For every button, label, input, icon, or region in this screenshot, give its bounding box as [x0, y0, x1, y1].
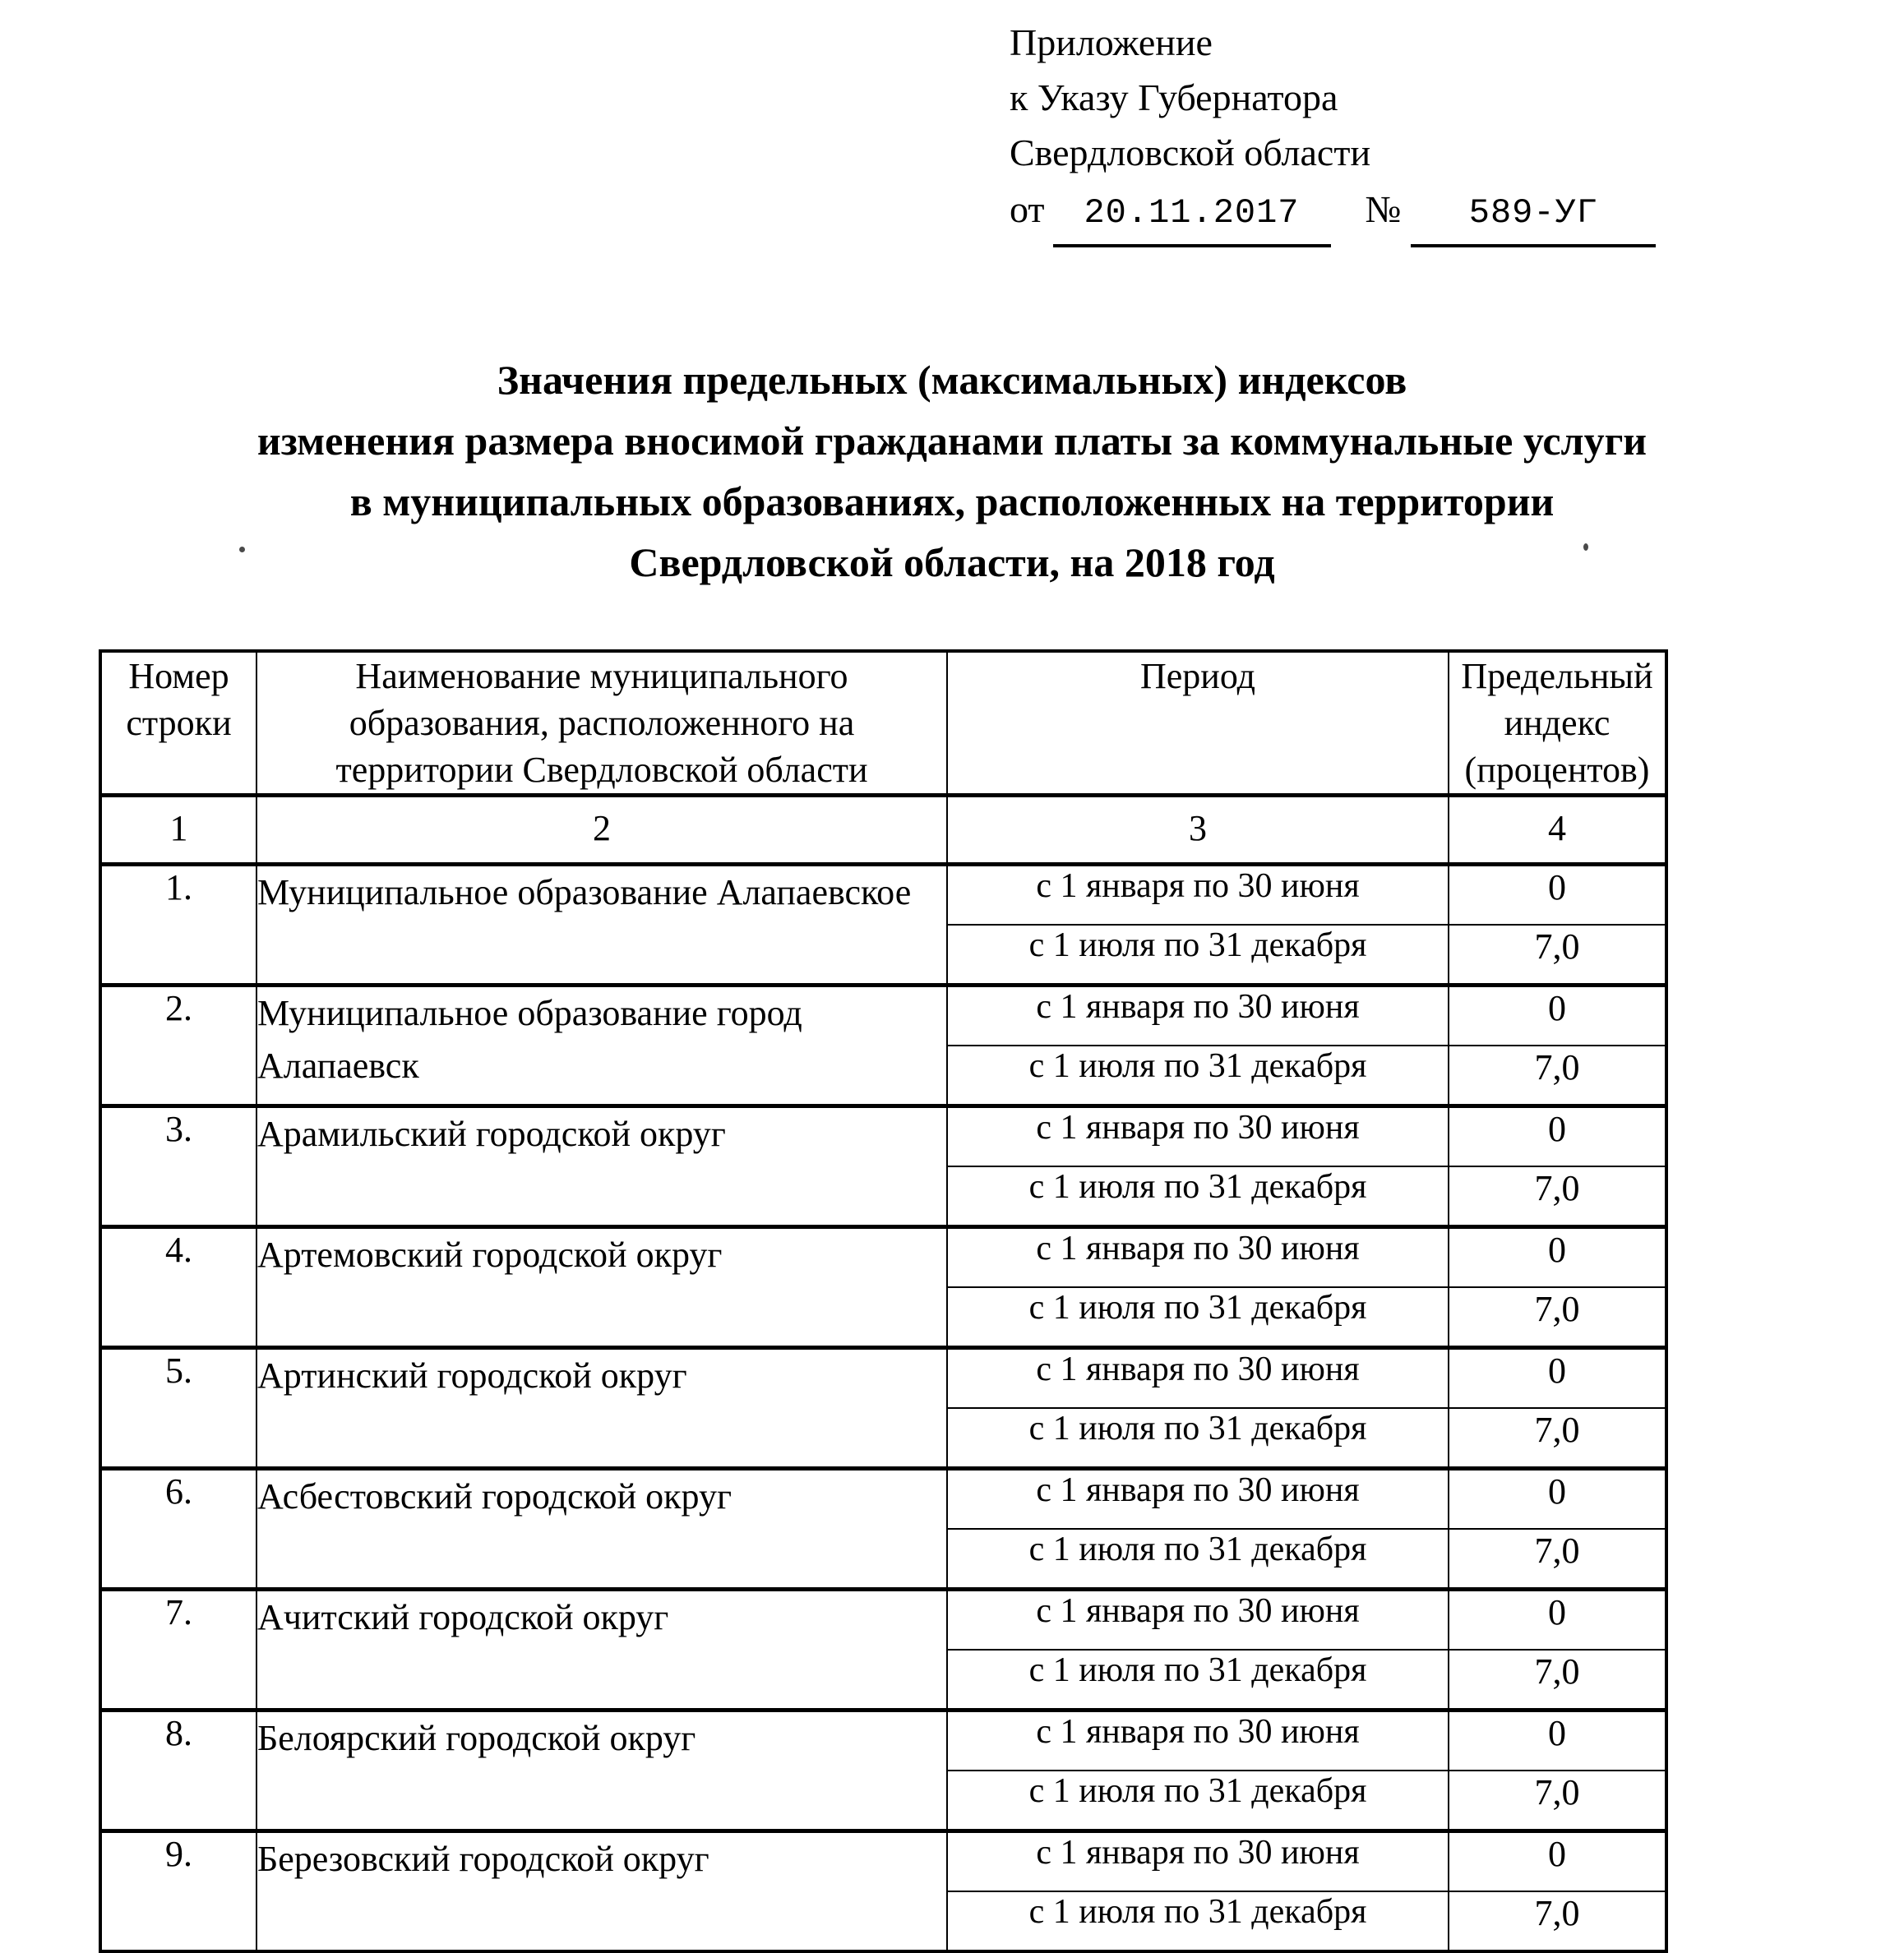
period-first-half: с 1 января по 30 июня	[947, 1227, 1449, 1288]
index-value-second-half: 7,0	[1449, 1771, 1666, 1831]
table-row	[100, 1590, 1666, 1651]
index-value-first-half: 0	[1449, 986, 1666, 1046]
period-second-half: с 1 июля по 31 декабря	[947, 1166, 1449, 1227]
column-number-3: 3	[947, 796, 1449, 865]
index-value-second-half: 7,0	[1449, 1287, 1666, 1348]
municipality-name: Артинский городской округ	[256, 1348, 947, 1469]
period-first-half: с 1 января по 30 июня	[947, 1711, 1449, 1771]
table-row	[100, 1106, 1666, 1167]
row-number: 6.	[100, 1469, 256, 1590]
municipality-name: Муниципальное образование город Алапаевск	[256, 986, 947, 1106]
index-value-first-half: 0	[1449, 1590, 1666, 1651]
title-line-4: Свердловской области, на 2018 год	[629, 539, 1275, 585]
municipality-name: Артемовский городской округ	[256, 1227, 947, 1348]
row-number: 3.	[100, 1106, 256, 1227]
region-line: Свердловской области	[1010, 132, 1371, 173]
period-first-half: с 1 января по 30 июня	[947, 1469, 1449, 1530]
document-header-block	[1010, 15, 1881, 247]
table-row	[100, 986, 1666, 1046]
municipality-name: Березовский городской округ	[256, 1831, 947, 1952]
index-value-second-half: 7,0	[1449, 925, 1666, 986]
row-number: 4.	[100, 1227, 256, 1348]
index-value-second-half: 7,0	[1449, 1891, 1666, 1951]
row-number: 2.	[100, 986, 256, 1106]
index-value-second-half: 7,0	[1449, 1529, 1666, 1590]
period-second-half: с 1 июля по 31 декабря	[947, 1046, 1449, 1106]
table-head	[100, 651, 1666, 865]
index-value-second-half: 7,0	[1449, 1408, 1666, 1469]
header-period: Период	[947, 651, 1449, 796]
title-line-2: изменения размера вносимой гражданами платы за коммунальные услуги	[256, 418, 1648, 464]
column-number-1: 1	[100, 796, 256, 865]
row-number: 5.	[100, 1348, 256, 1469]
indices-table-container	[99, 649, 1665, 1953]
scan-artifact-speck	[1583, 543, 1588, 551]
table-row	[100, 865, 1666, 926]
header-row-number: Номер строки	[100, 651, 256, 796]
number-label: №	[1365, 188, 1402, 230]
period-second-half: с 1 июля по 31 декабря	[947, 1287, 1449, 1348]
title-line-1: Значения предельных (максимальных) индексов	[497, 357, 1407, 403]
index-value-first-half: 0	[1449, 865, 1666, 926]
period-first-half: с 1 января по 30 июня	[947, 986, 1449, 1046]
column-number-row	[100, 796, 1666, 865]
header-limit-index: Предельный индекс (процентов)	[1449, 651, 1666, 796]
period-first-half: с 1 января по 30 июня	[947, 865, 1449, 926]
municipality-name: Арамильский городской округ	[256, 1106, 947, 1227]
row-number: 9.	[100, 1831, 256, 1952]
period-first-half: с 1 января по 30 июня	[947, 1590, 1449, 1651]
decree-number-value: 589-УГ	[1411, 186, 1656, 247]
period-second-half: с 1 июля по 31 декабря	[947, 1771, 1449, 1831]
index-value-first-half: 0	[1449, 1711, 1666, 1771]
period-second-half: с 1 июля по 31 декабря	[947, 1650, 1449, 1711]
period-first-half: с 1 января по 30 июня	[947, 1831, 1449, 1892]
decree-date-number-line	[1010, 182, 1881, 247]
period-first-half: с 1 января по 30 июня	[947, 1106, 1449, 1167]
decree-date-value: 20.11.2017	[1053, 186, 1331, 247]
table-row	[100, 1469, 1666, 1530]
scan-artifact-speck	[239, 547, 245, 552]
table-row	[100, 1348, 1666, 1409]
column-number-2: 2	[256, 796, 947, 865]
page-title	[0, 349, 1904, 593]
table-header-row	[100, 651, 1666, 796]
title-line-3: в муниципальных образованиях, расположенных на территории	[349, 478, 1555, 524]
decree-authority-line: к Указу Губернатора	[1010, 76, 1338, 118]
municipality-name: Ачитский городской округ	[256, 1590, 947, 1711]
period-first-half: с 1 января по 30 июня	[947, 1348, 1449, 1409]
row-number: 8.	[100, 1711, 256, 1831]
period-second-half: с 1 июля по 31 декабря	[947, 1891, 1449, 1951]
municipality-name: Асбестовский городской округ	[256, 1469, 947, 1590]
header-municipality-name: Наименование муниципального образования, расположенного на территории Свердловской области	[256, 651, 947, 796]
date-label: от	[1010, 188, 1045, 230]
period-second-half: с 1 июля по 31 декабря	[947, 925, 1449, 986]
appendix-label: Приложение	[1010, 21, 1213, 63]
table-row	[100, 1831, 1666, 1892]
municipality-name: Муниципальное образование Алапаевское	[256, 865, 947, 986]
period-second-half: с 1 июля по 31 декабря	[947, 1408, 1449, 1469]
row-number: 1.	[100, 865, 256, 986]
index-value-second-half: 7,0	[1449, 1650, 1666, 1711]
index-value-first-half: 0	[1449, 1106, 1666, 1167]
index-value-first-half: 0	[1449, 1227, 1666, 1288]
row-number: 7.	[100, 1590, 256, 1711]
index-value-first-half: 0	[1449, 1469, 1666, 1530]
period-second-half: с 1 июля по 31 декабря	[947, 1529, 1449, 1590]
index-value-first-half: 0	[1449, 1831, 1666, 1892]
column-number-4: 4	[1449, 796, 1666, 865]
index-value-first-half: 0	[1449, 1348, 1666, 1409]
table-row	[100, 1711, 1666, 1771]
indices-table	[99, 649, 1668, 1953]
table-body	[100, 865, 1666, 1952]
index-value-second-half: 7,0	[1449, 1046, 1666, 1106]
municipality-name: Белоярский городской округ	[256, 1711, 947, 1831]
index-value-second-half: 7,0	[1449, 1166, 1666, 1227]
table-row	[100, 1227, 1666, 1288]
